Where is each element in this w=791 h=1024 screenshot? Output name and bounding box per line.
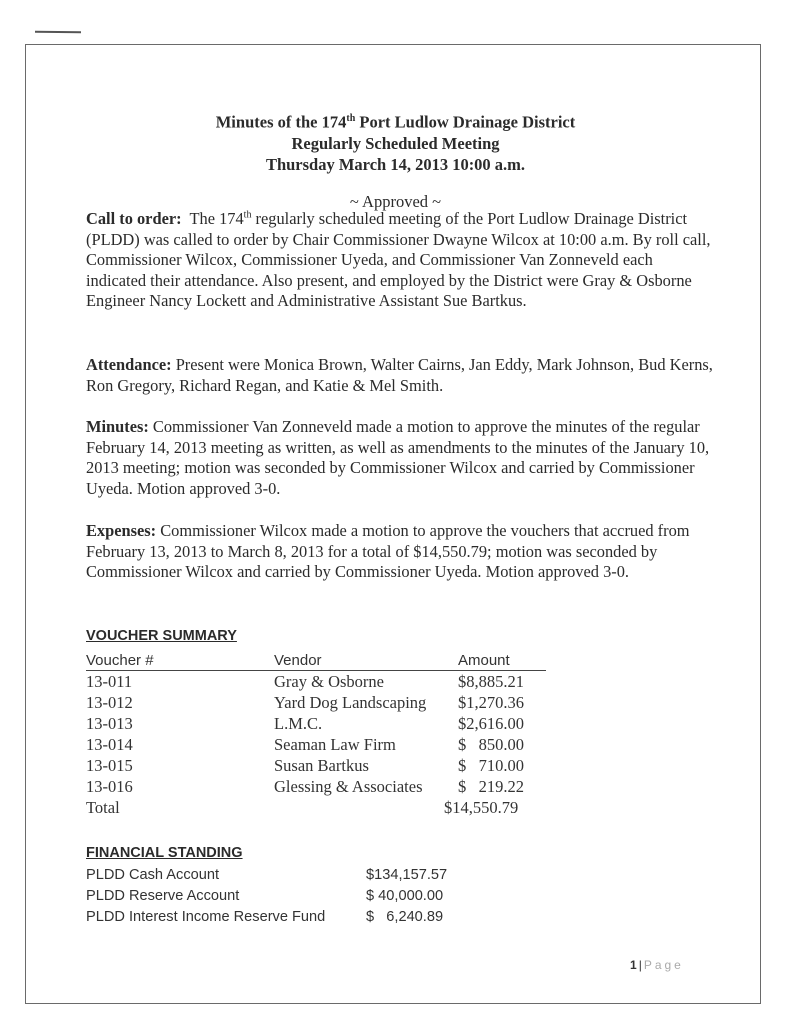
expenses-label: Expenses: bbox=[86, 521, 157, 540]
page-number-footer bbox=[630, 958, 684, 972]
column-amount: Amount bbox=[458, 650, 546, 671]
title-line-2: Regularly Scheduled Meeting bbox=[291, 133, 500, 153]
voucher-amount: $ 710.00 bbox=[458, 755, 524, 775]
scan-pen-mark bbox=[35, 31, 81, 33]
financial-standing-heading: FINANCIAL STANDING bbox=[86, 845, 243, 861]
page-word: Page bbox=[643, 958, 684, 972]
account-row bbox=[86, 906, 447, 927]
account-label: PLDD Interest Income Reserve Fund bbox=[86, 908, 326, 925]
voucher-number: 13-015 bbox=[86, 755, 133, 775]
voucher-number: 13-011 bbox=[86, 671, 133, 691]
total-row bbox=[86, 797, 546, 818]
voucher-amount: $ 219.22 bbox=[458, 776, 524, 796]
table-row bbox=[86, 776, 546, 797]
financial-standing-table bbox=[86, 864, 447, 927]
table-row bbox=[86, 755, 546, 776]
voucher-table-header bbox=[86, 650, 546, 671]
minutes-section: Minutes: Commissioner Van Zonneveld made a motion to approve the minutes of the regular February 14, 2013 meeting as written, as well as amendments to the minutes of the January 10, 2013 meeting; motion was seconded by Commissioner Wilcox and carried by Commissioner Uyeda. Motion approved 3-0. bbox=[86, 417, 710, 498]
page-number: 1 bbox=[630, 958, 637, 972]
voucher-number: 13-013 bbox=[86, 713, 133, 733]
voucher-summary-heading: VOUCHER SUMMARY bbox=[86, 628, 237, 644]
call-to-order-section: Call to order: The 174th regularly scheduled meeting of the Port Ludlow Drainage District (PLDD) was called to order by Chair Commissioner Dwayne Wilcox at 10:00 a.m. By roll call, Commissioner Wilcox, Commissioner Uyeda, and Commissioner Van Zonneveld each indicated their attendance. Also present, and employed by the District were Gray & Osborne Engineer Nancy Lockett and Administrative Assistant Sue Bartkus. bbox=[86, 209, 711, 311]
attendance-label: Attendance: bbox=[86, 355, 172, 374]
voucher-amount: $2,616.00 bbox=[458, 713, 524, 733]
approval-status: ~ Approved ~ bbox=[349, 192, 442, 211]
account-amount: $134,157.57 bbox=[366, 866, 448, 883]
voucher-number: 13-012 bbox=[86, 692, 133, 712]
vendor-name: L.M.C. bbox=[274, 713, 323, 733]
title-line-1: Minutes of the 174th Port Ludlow Drainage District bbox=[215, 112, 576, 132]
call-to-order-label: Call to order: bbox=[86, 209, 182, 228]
table-row bbox=[86, 713, 546, 734]
voucher-amount: $1,270.36 bbox=[458, 692, 524, 712]
document-title bbox=[0, 108, 791, 175]
vendor-name: Susan Bartkus bbox=[274, 755, 369, 775]
vendor-name: Seaman Law Firm bbox=[274, 734, 396, 754]
page-separator: | bbox=[638, 958, 642, 972]
vendor-name: Glessing & Associates bbox=[274, 776, 423, 796]
column-vendor: Vendor bbox=[274, 650, 458, 671]
voucher-amount: $8,885.21 bbox=[458, 671, 524, 691]
voucher-number: 13-016 bbox=[86, 776, 133, 796]
table-row bbox=[86, 671, 546, 693]
account-row bbox=[86, 864, 447, 885]
account-label: PLDD Reserve Account bbox=[86, 887, 240, 904]
vendor-name: Gray & Osborne bbox=[274, 671, 384, 691]
vendor-name: Yard Dog Landscaping bbox=[274, 692, 427, 712]
voucher-amount: $ 850.00 bbox=[458, 734, 524, 754]
table-row bbox=[86, 734, 546, 755]
table-row bbox=[86, 692, 546, 713]
minutes-label: Minutes: bbox=[86, 417, 149, 436]
total-label: Total bbox=[86, 797, 120, 817]
account-row bbox=[86, 885, 447, 906]
attendance-section: Attendance: Present were Monica Brown, Walter Cairns, Jan Eddy, Mark Johnson, Bud Kerns, Ron Gregory, Richard Regan, and Katie & Mel Smith. bbox=[86, 355, 713, 395]
voucher-table bbox=[86, 650, 546, 818]
account-amount: $ 6,240.89 bbox=[366, 908, 444, 925]
total-amount: $14,550.79 bbox=[444, 797, 519, 817]
expenses-section: Expenses: Commissioner Wilcox made a motion to approve the vouchers that accrued from February 13, 2013 to March 8, 2013 for a total of $14,550.79; motion was seconded by Commissioner Wilcox and carried by Commissioner Uyeda. Motion approved 3-0. bbox=[86, 521, 690, 582]
voucher-number: 13-014 bbox=[86, 734, 133, 754]
column-voucher-number: Voucher # bbox=[86, 650, 274, 671]
title-line-3: Thursday March 14, 2013 10:00 a.m. bbox=[265, 154, 526, 174]
account-amount: $ 40,000.00 bbox=[366, 887, 444, 904]
account-label: PLDD Cash Account bbox=[86, 866, 220, 883]
